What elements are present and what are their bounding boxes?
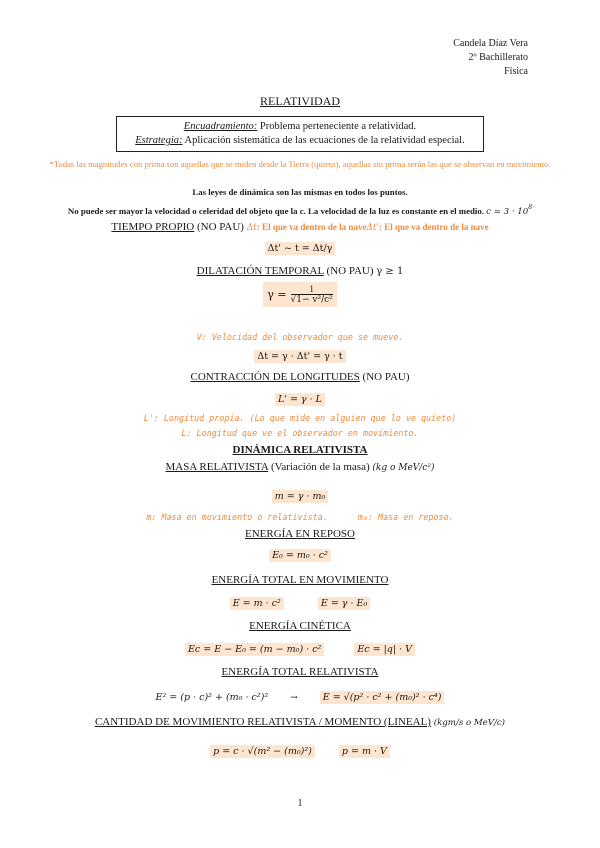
- relativistic-momentum-heading: CANTIDAD DE MOVIMIENTO RELATIVISTA / MOMENTO (LINEAL): [94, 716, 431, 728]
- rest-mass-note: m₀: Masa en reposo.: [357, 512, 454, 522]
- section-kinetic-energy: [0, 620, 600, 632]
- proper-time-def2-symbol: Δt': [366, 223, 379, 233]
- page-number: 1: [297, 798, 303, 809]
- rest-energy-formula: E₀ = m₀ · c²: [269, 549, 331, 562]
- implies-arrow: →: [290, 693, 298, 703]
- total-relativistic-energy-heading: ENERGÍA TOTAL RELATIVISTA: [221, 666, 379, 678]
- framing-box: [116, 116, 484, 152]
- mass-units: (kg o MeV/c²): [372, 463, 435, 473]
- kinetic-energy-heading: ENERGÍA CINÉTICA: [249, 620, 351, 632]
- total-relativistic-formulas-row: [0, 687, 600, 705]
- observer-length-note-row: [0, 423, 600, 441]
- proper-time-def1-symbol: Δt: [246, 223, 257, 233]
- section-relativistic-mass: [0, 461, 600, 473]
- total-energy-formulas-row: [0, 593, 600, 611]
- length-formula: L' = γ · L: [275, 393, 325, 406]
- rest-energy-formula-row: [0, 545, 600, 563]
- mass-notes-row: [0, 507, 600, 525]
- momentum-formulas-row: [0, 741, 600, 759]
- strategy-line: [117, 134, 483, 148]
- energy-momentum-relation: E² = (p · c)² + (m₀ · c²)²: [155, 692, 269, 703]
- strategy-text: Aplicación sistemática de las ecuaciones de la relatividad especial.: [182, 135, 465, 146]
- gamma-formula-row: [0, 282, 600, 307]
- length-formula-row: [0, 389, 600, 407]
- total-energy-root-formula: E = √(p² · c² + (m₀)² · c⁴): [320, 691, 445, 704]
- proper-time-def2-text: : El que va dentro de la nave: [379, 222, 489, 232]
- time-dilation-nopau: (NO PAU): [323, 265, 377, 277]
- time-dilation-heading: DILATACIÓN TEMPORAL: [196, 265, 324, 277]
- section-time-dilation: [0, 265, 600, 277]
- proper-time-formula-row: [0, 238, 600, 256]
- mass-formula: m = γ · m₀: [272, 490, 329, 503]
- framing-text: Problema perteneciente a relatividad.: [257, 121, 417, 132]
- rule-dynamics: Las leyes de dinámica son las mismas en todos los puntos.: [192, 187, 408, 197]
- proper-time-nopau: (NO PAU): [194, 221, 247, 233]
- proper-length-note: L': Longitud propia. (Lo que mide en alguien que lo ve quieto): [143, 413, 457, 423]
- subject-name: Física: [504, 66, 528, 77]
- rule-light-speed: [0, 204, 600, 217]
- moving-mass-note: m: Masa en movimiento o relativista.: [146, 512, 328, 522]
- kinetic-energy-formula-mass: Ec = E − E₀ = (m − m₀) · c²: [185, 643, 324, 656]
- total-energy-motion-heading: ENERGÍA TOTAL EN MOVIMIENTO: [211, 574, 389, 586]
- velocity-note-row: [0, 327, 600, 345]
- author-name: Candela Díaz Vera: [453, 38, 528, 49]
- velocity-note: V: Velocidad del observador que se mueve.: [196, 332, 404, 342]
- gamma-numerator: 1: [291, 284, 333, 295]
- length-contraction-heading: CONTRACCIÓN DE LONGITUDES: [190, 371, 360, 383]
- proper-time-def1-text: : El que va dentro de la nave: [256, 222, 367, 232]
- prime-note: *Todas las magnitudes con prima son aquellas que se miden desde la Tierra (quieto), aquellas sin prima serán las que se observan en movimiento.: [49, 159, 551, 169]
- page-title: RELATIVIDAD: [260, 94, 340, 108]
- relativistic-mass-paren: (Variación de la masa): [268, 461, 373, 473]
- strategy-label: Estrategia:: [135, 135, 183, 146]
- dilation-formula: Δt = γ · Δt' = γ · t: [254, 350, 345, 363]
- section-relativistic-dynamics: DINÁMICA RELATIVISTA: [232, 444, 368, 456]
- framing-line: [117, 120, 483, 134]
- section-total-relativistic-energy: [0, 666, 600, 678]
- proper-time-formula: Δt' ~ t = Δt/γ: [265, 242, 336, 255]
- gamma-lhs: γ =: [267, 288, 287, 301]
- momentum-units: (kgm/s o MeV/c): [433, 718, 506, 728]
- section-total-energy-motion: [0, 574, 600, 586]
- course-name: 2º Bachillerato: [468, 52, 528, 63]
- rest-energy-heading: ENERGÍA EN REPOSO: [244, 528, 355, 540]
- length-contraction-nopau: (NO PAU): [359, 371, 410, 383]
- author-header: [453, 37, 528, 79]
- relativistic-mass-heading: MASA RELATIVISTA: [165, 461, 269, 473]
- kinetic-energy-formula-charge: Ec = |q| · V: [354, 643, 415, 656]
- section-relativistic-momentum: [0, 716, 600, 728]
- framing-label: Encuadramiento:: [183, 121, 258, 132]
- total-energy-formula-gamma: E = γ · E₀: [318, 597, 370, 610]
- kinetic-energy-formulas-row: [0, 639, 600, 657]
- gamma-denominator: √1− v²/c²: [290, 295, 333, 305]
- proper-time-heading: TIEMPO PROPIO: [111, 221, 195, 233]
- rule-light-text: No puede ser mayor la velocidad o celeridad del objeto que la c. La velocidad de la luz es constante en el medio.: [67, 206, 484, 216]
- observer-length-note: L: Longitud que ve el observador en movimiento.: [181, 428, 419, 438]
- gamma-condition: γ ≥ 1: [376, 266, 404, 277]
- light-speed-formula: c = 3 · 10: [486, 207, 529, 217]
- mass-formula-row: [0, 486, 600, 504]
- light-speed-exponent: 8: [528, 204, 533, 211]
- dilation-formula-row: [0, 346, 600, 364]
- total-energy-formula-mass: E = m · c²: [230, 597, 284, 610]
- section-proper-time: [0, 221, 600, 233]
- momentum-simple-formula: p = m · V: [339, 745, 390, 758]
- section-rest-energy: [0, 528, 600, 540]
- momentum-root-formula: p = c · √(m² − (m₀)²): [210, 745, 315, 758]
- gamma-formula: [263, 282, 337, 307]
- section-length-contraction: [0, 371, 600, 383]
